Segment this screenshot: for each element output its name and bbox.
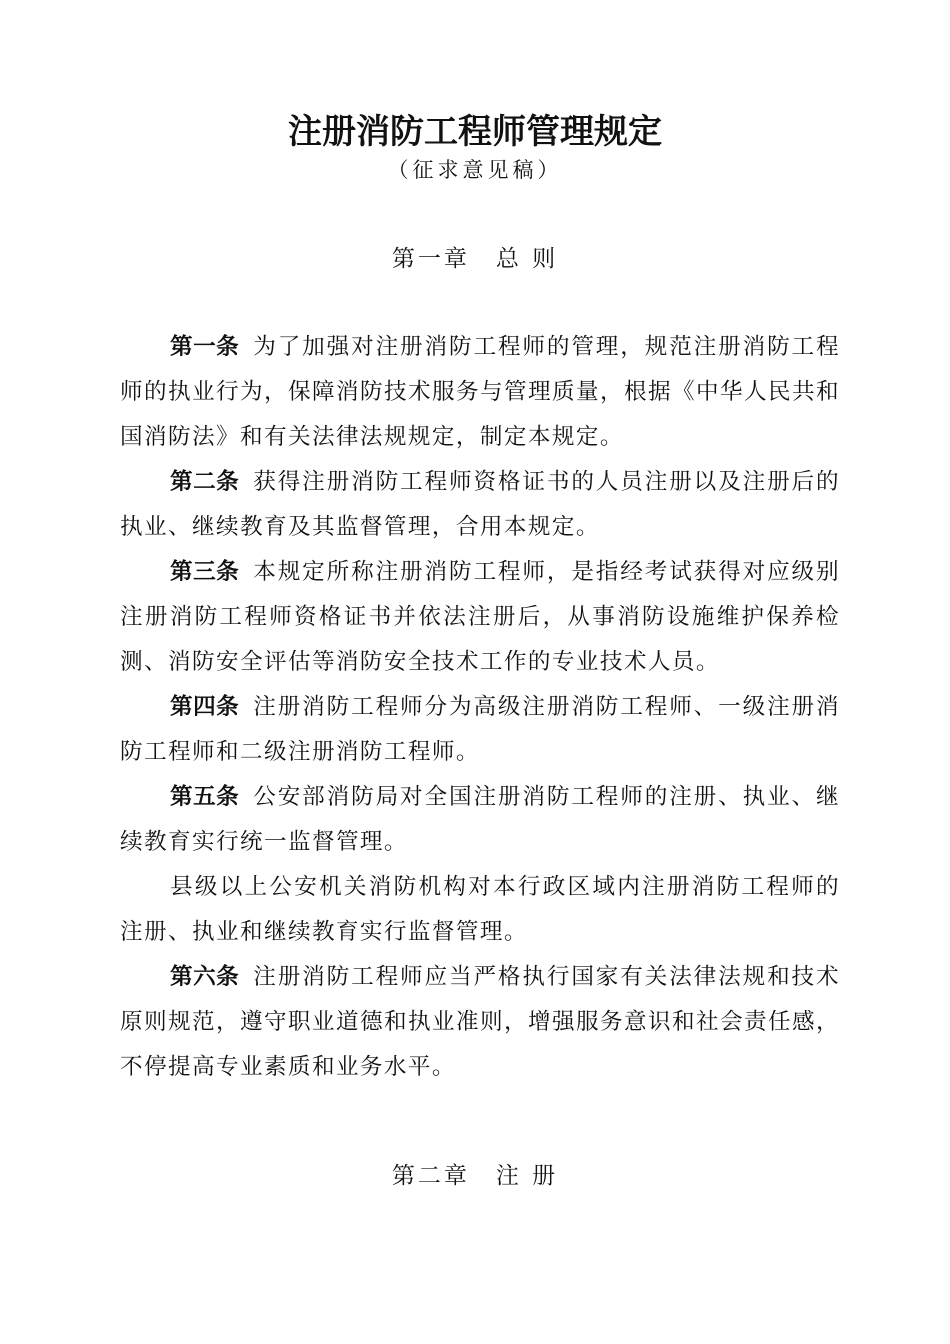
- chapter-name: 总 则: [495, 246, 559, 272]
- article-label: 第二条: [170, 469, 240, 495]
- article-paragraph: [120, 955, 840, 1090]
- article-label: 第一条: [170, 334, 240, 360]
- chapter-body: [120, 325, 840, 1090]
- article-label: 第五条: [170, 784, 240, 810]
- article-paragraph: [120, 460, 840, 550]
- article-label: 第四条: [170, 694, 240, 720]
- chapter-heading: [0, 243, 950, 275]
- article-text: 县级以上公安机关消防机构对本行政区域内注册消防工程师的注册、执业和继续教育实行监督管理。: [120, 874, 840, 945]
- article-text: 为了加强对注册消防工程师的管理，规范注册消防工程师的执业行为，保障消防技术服务与管理质量，根据《中华人民共和国消防法》和有关法律法规规定，制定本规定。: [120, 334, 841, 450]
- article-paragraph-continuation: [120, 865, 840, 955]
- chapter-name: 注 册: [495, 1163, 559, 1189]
- article-paragraph: [120, 775, 840, 865]
- article-text: 本规定所称注册消防工程师，是指经考试获得对应级别注册消防工程师资格证书并依法注册后，从事消防设施维护保养检测、消防安全评估等消防安全技术工作的专业技术人员。: [120, 559, 841, 675]
- article-text: 注册消防工程师分为高级注册消防工程师、一级注册消防工程师和二级注册消防工程师。: [120, 694, 841, 765]
- chapter-heading: [0, 1160, 950, 1192]
- chapter-number: 第二章: [391, 1163, 470, 1189]
- chapter-number: 第一章: [391, 246, 470, 272]
- article-label: 第三条: [170, 559, 240, 585]
- article-text: 注册消防工程师应当严格执行国家有关法律法规和技术原则规范，遵守职业道德和执业准则，增强服务意识和社会责任感，不停提高专业素质和业务水平。: [120, 964, 841, 1080]
- document-title: 注册消防工程师管理规定: [288, 112, 662, 152]
- article-label: 第六条: [170, 964, 240, 990]
- article-paragraph: [120, 685, 840, 775]
- article-text: 获得注册消防工程师资格证书的人员注册以及注册后的执业、继续教育及其监督管理，合用本规定。: [120, 469, 841, 540]
- article-paragraph: [120, 550, 840, 685]
- document-subtitle: （征求意见稿）: [387, 158, 563, 182]
- article-paragraph: [120, 325, 840, 460]
- article-text: 公安部消防局对全国注册消防工程师的注册、执业、继续教育实行统一监督管理。: [120, 784, 841, 855]
